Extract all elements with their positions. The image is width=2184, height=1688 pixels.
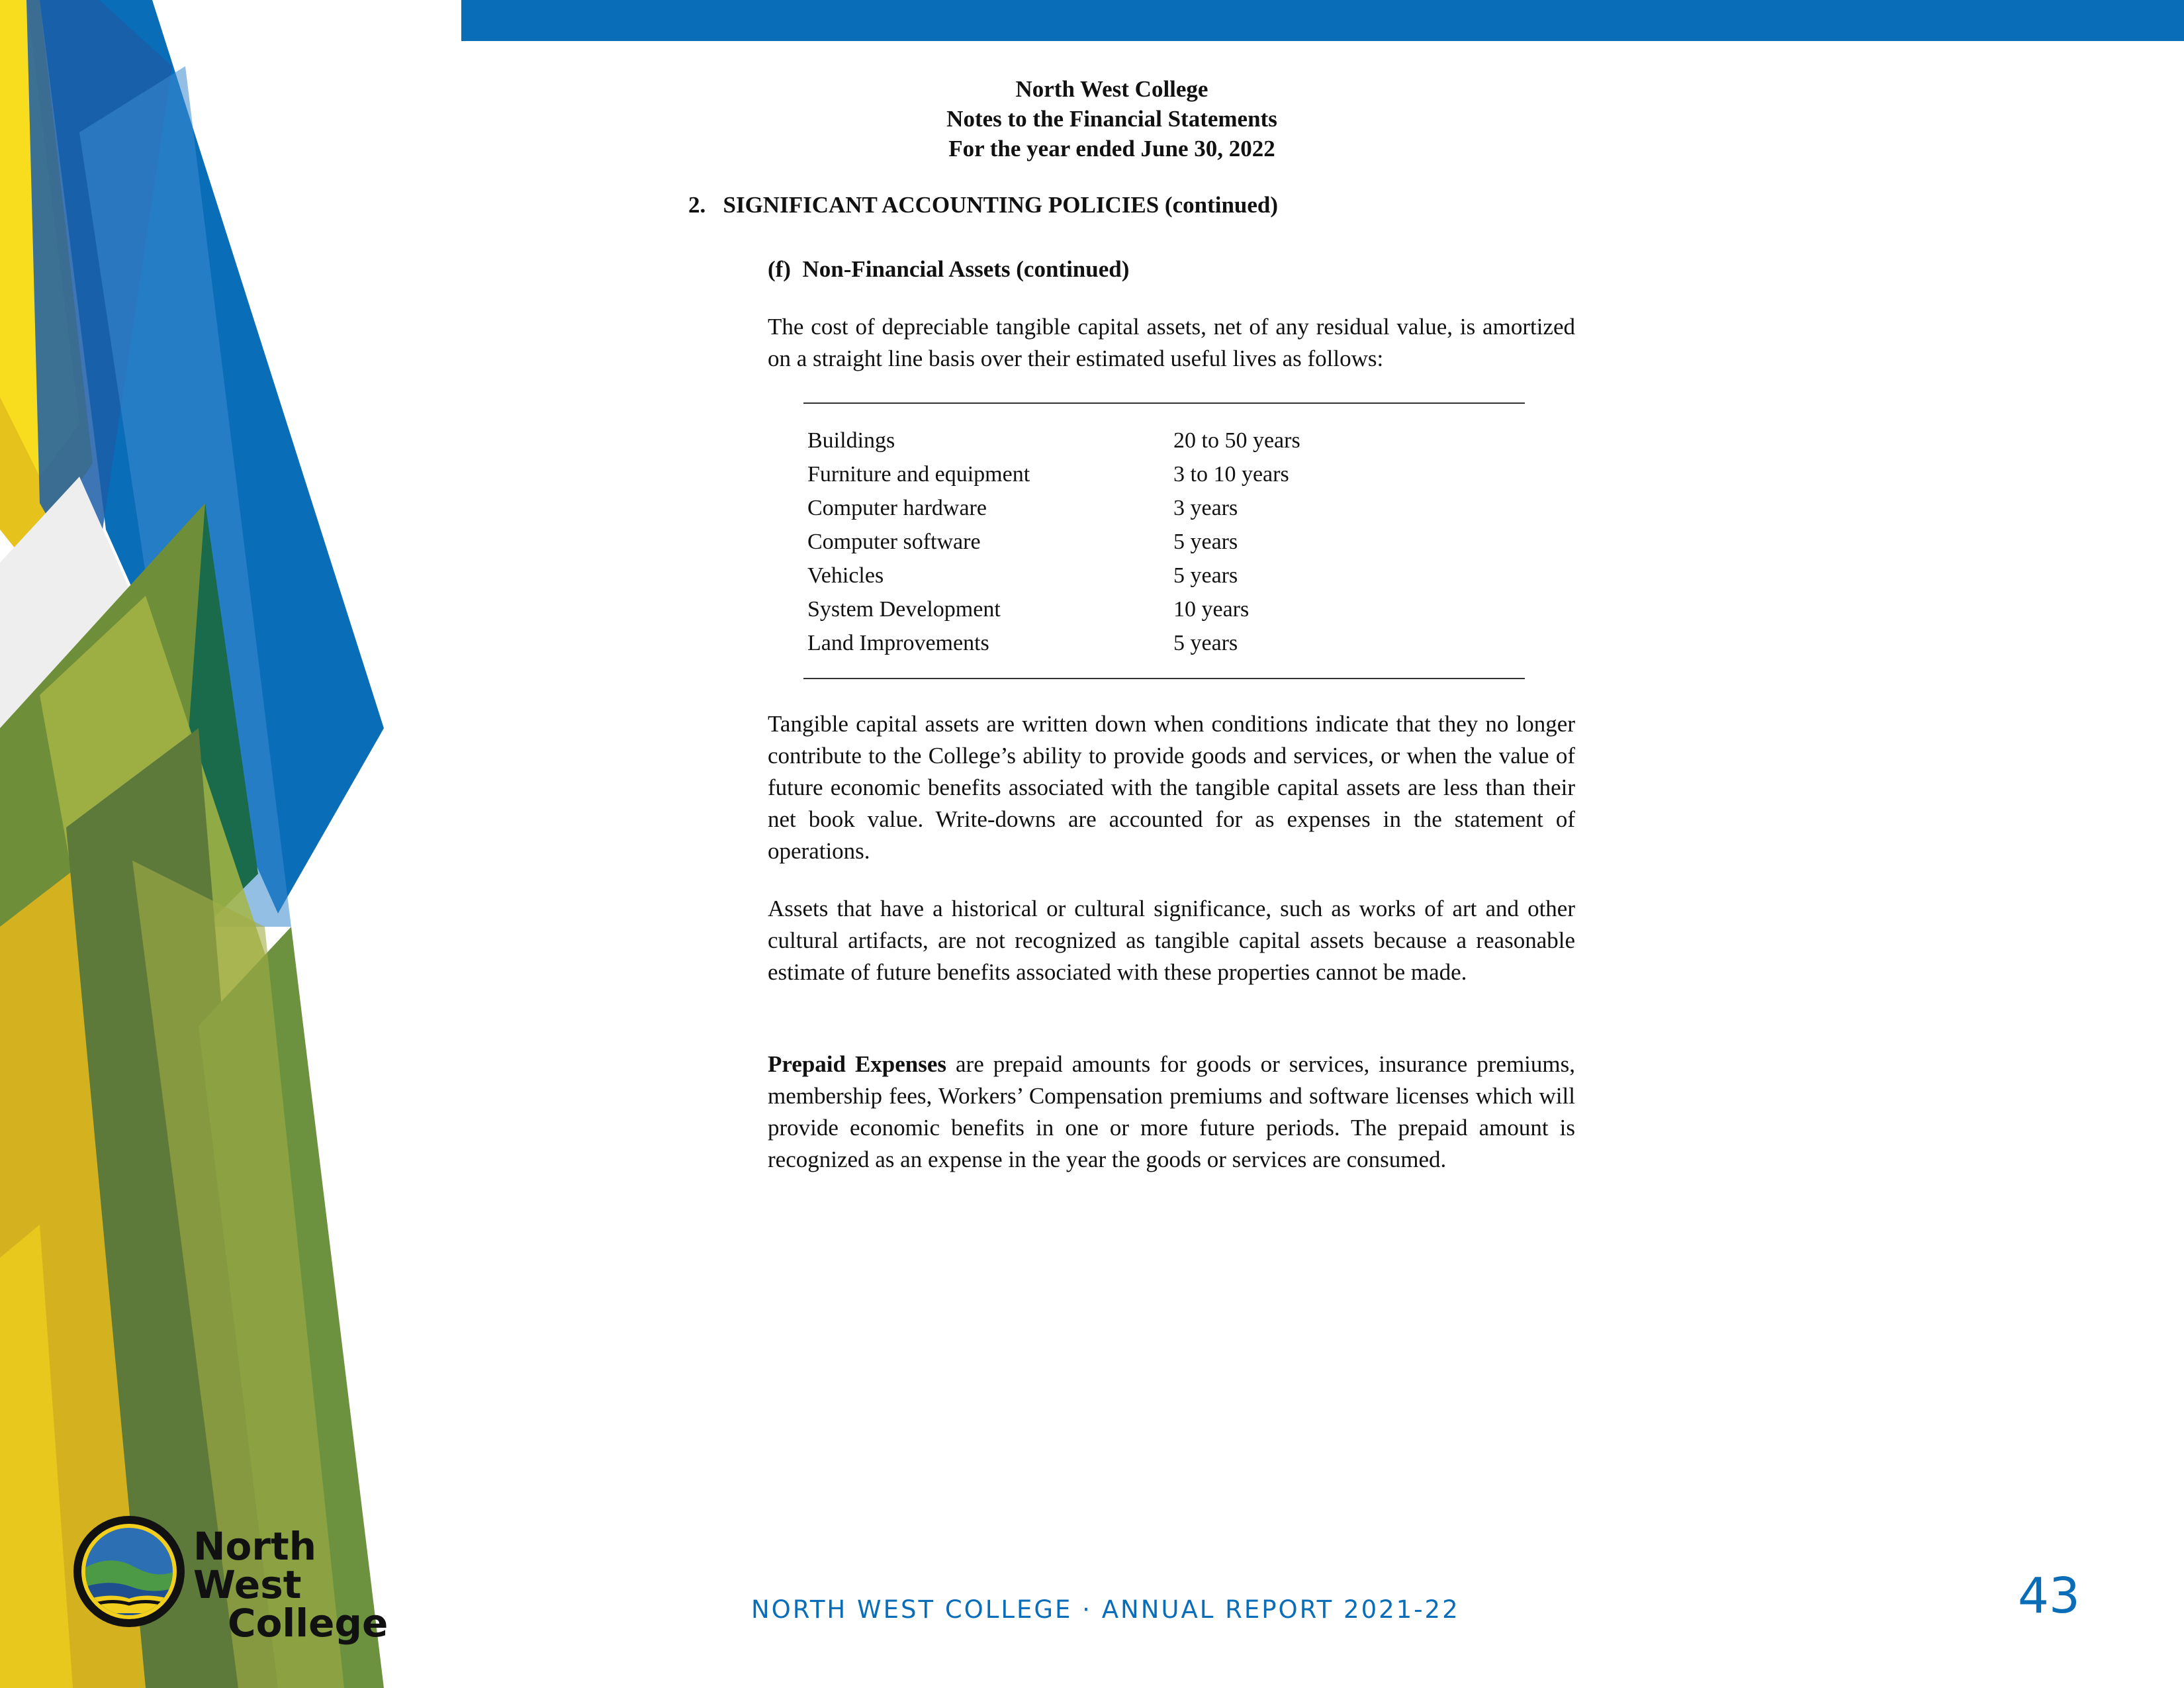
table-top-rule [803,402,1525,404]
useful-life: 3 years [1173,496,1238,520]
useful-life: 5 years [1173,631,1238,655]
table-row [807,491,1438,525]
useful-life: 5 years [1173,530,1238,554]
asset-class: Land Improvements [807,631,989,655]
subsection-title: (f) Non-Financial Assets (continued) [768,256,1130,282]
header-line: Notes to the Financial Statements [946,106,1277,132]
logo-line-1: North West [193,1524,317,1607]
prepaid-expenses-paragraph [768,1049,1575,1176]
logo-line-2: College [228,1601,388,1646]
useful-life: 3 to 10 years [1173,462,1289,487]
table-row [807,559,1438,592]
college-logo [71,1514,416,1646]
asset-class: Buildings [807,428,895,453]
asset-class: System Development [807,597,1001,622]
asset-class: Vehicles [807,563,884,588]
financial-notes-page [688,74,1575,1172]
useful-life: 20 to 50 years [1173,428,1300,453]
report-footer-title: NORTH WEST COLLEGE · ANNUAL REPORT 2021-22 [751,1595,1460,1624]
document-header [688,74,1535,164]
useful-lives-table [807,424,1438,660]
asset-class: Computer software [807,530,981,554]
section-title: 2. SIGNIFICANT ACCOUNTING POLICIES (continued) [688,192,1279,218]
decorative-side-graphic [0,0,463,1688]
table-row [807,424,1438,457]
page-number: 43 [2017,1568,2080,1624]
top-banner-bar [461,0,2184,41]
intro-paragraph: The cost of depreciable tangible capital assets, net of any residual value, is amortized on a straight line basis over their estimated useful lives as follows: [768,314,1575,371]
useful-life: 10 years [1173,597,1250,622]
heritage-assets-paragraph: Assets that have a historical or cultural significance, such as works of art and other cultural artifacts, are not recognized as tangible capital assets because a reasonable estimate of future benefits associated with these properties cannot be made. [768,896,1575,985]
asset-class: Computer hardware [807,496,987,520]
prepaid-term: Prepaid Expenses [768,1051,947,1077]
table-row [807,626,1438,660]
logo-emblem-icon [71,1514,187,1630]
writedown-paragraph: Tangible capital assets are written down when conditions indicate that they no longer contribute to the College’s ability to provide goods and services, or when the value of future economic benefits associated with the tangible capital assets are less than their net book value. Write-downs are accounted for as expenses in the statement of operations. [768,711,1575,864]
table-row [807,457,1438,491]
logo-wordmark [193,1524,416,1646]
table-row [807,592,1438,626]
table-bottom-rule [803,678,1525,679]
table-row [807,525,1438,559]
header-line: For the year ended June 30, 2022 [948,136,1275,162]
useful-life: 5 years [1173,563,1238,588]
header-line: North West College [1015,76,1208,102]
asset-class: Furniture and equipment [807,462,1030,487]
prepaid-text: are prepaid amounts for goods or services, insurance premiums, membership fees, Workers’ Compensation premiums and software licenses which will provide economic benefits in one or more future periods. The prepaid amount is recognized as an expense in the year the goods or services are consumed. [768,1051,1575,1172]
